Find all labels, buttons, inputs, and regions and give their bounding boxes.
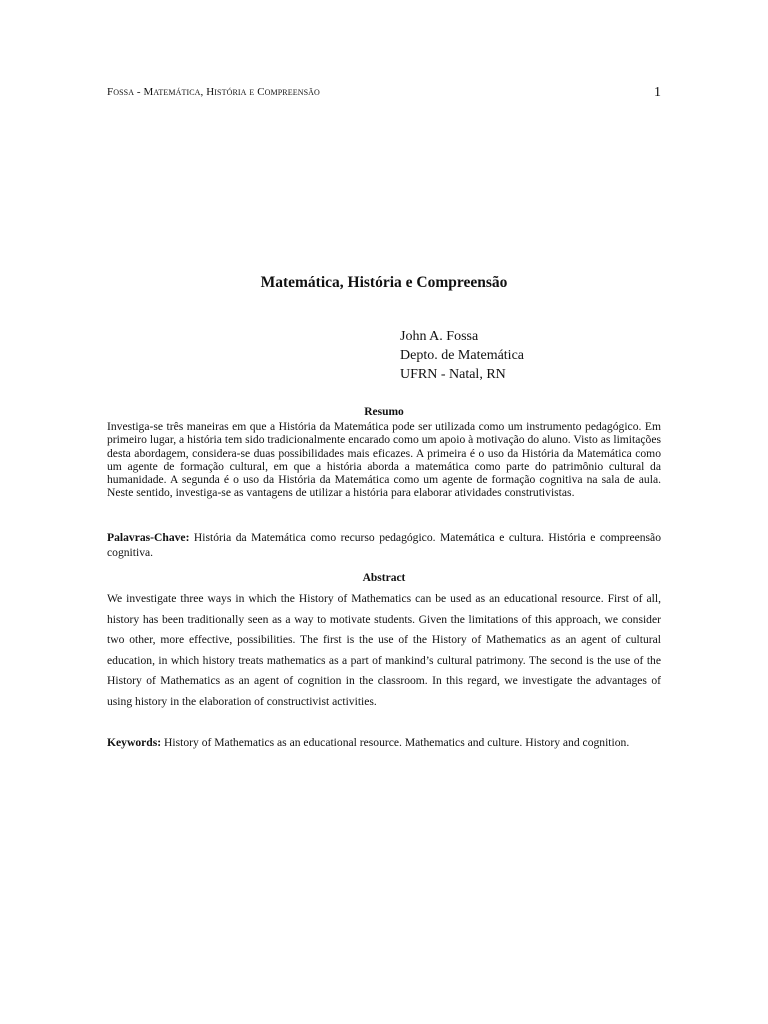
keywords bbox=[107, 733, 661, 754]
resumo-heading: Resumo bbox=[364, 406, 404, 418]
abstract-heading: Abstract bbox=[362, 572, 406, 584]
author-department: Depto. de Matemática bbox=[400, 348, 525, 363]
page-number: 1 bbox=[654, 85, 661, 100]
author-block bbox=[400, 327, 524, 384]
author-institution: UFRN - Natal, RN bbox=[400, 367, 506, 382]
keywords-text: History of Mathematics as an educational resource. Mathematics and culture. History and cognition. bbox=[164, 736, 630, 749]
palavras-chave-label: Palavras-Chave: bbox=[107, 531, 190, 544]
palavras-chave bbox=[107, 531, 661, 560]
resumo-body: Investiga-se três maneiras em que a História da Matemática pode ser utilizada como um instrumento pedagógico. Em primeiro lugar, a história tem sido tradicionalmente encarado como um apoio à motivação do aluno. Visto as limitações desta abordagem, considera-se duas possibilidades mais eficazes. A primeira é o uso da História da Matemática como um agente de formação cultural, em que a história aborda a matemática como parte do patrimônio cultural da humanidade. A segunda é o uso da História da Matemática como um agente de formação cognitiva na sala de aula. Neste sentido, investiga-se as vantagens de utilizar a história para elaborar atividades construtivistas. bbox=[107, 420, 661, 500]
abstract-body: We investigate three ways in which the History of Mathematics can be used as an educational resource. First of all, history has been traditionally seen as a way to motivate students. Given the limitations of this approach, we consider two other, more effective, possibilities. The first is the use of the History of Mathematics as an agent of cultural education, in which history treats mathematics as a part of mankind’s cultural patrimony. The second is the use of the History of Mathematics as an agent of cognition in the classroom. In this regard, we investigate the advantages of using history in the elaboration of constructivist activities. bbox=[107, 592, 661, 708]
running-head: Fossa - Matemática, História e Compreensão bbox=[107, 86, 320, 98]
palavras-chave-text: História da Matemática como recurso pedagógico. Matemática e cultura. História e compreensão cognitiva. bbox=[107, 531, 661, 559]
paper-title: Matemática, História e Compreensão bbox=[260, 274, 508, 291]
author-name: John A. Fossa bbox=[400, 329, 479, 344]
keywords-label: Keywords: bbox=[107, 736, 162, 749]
